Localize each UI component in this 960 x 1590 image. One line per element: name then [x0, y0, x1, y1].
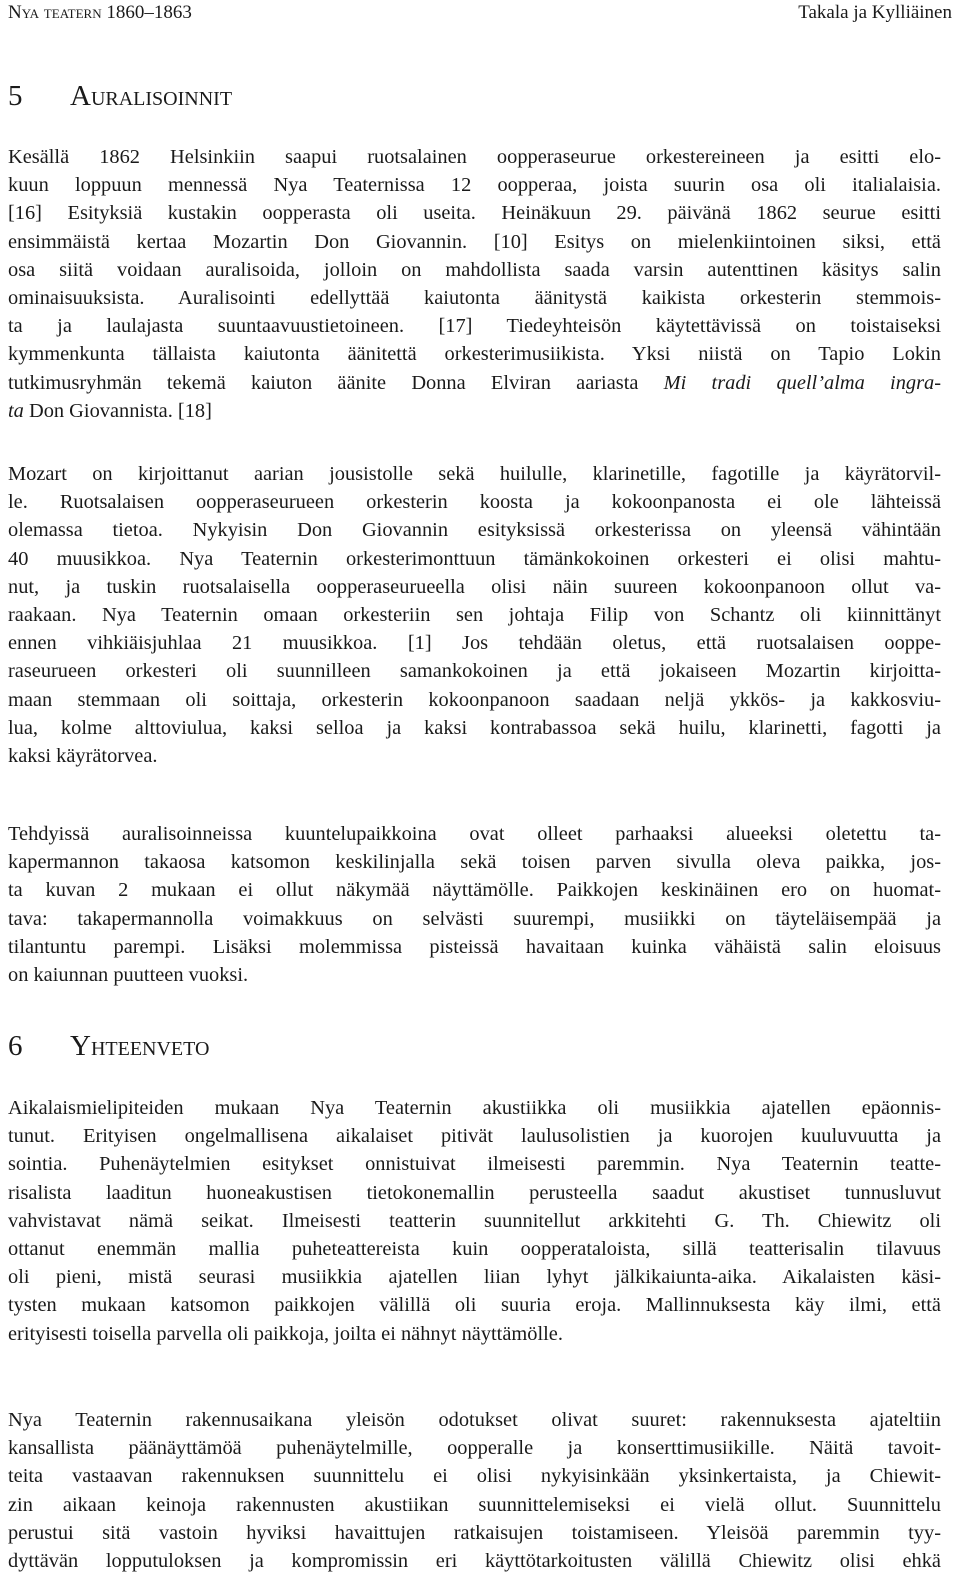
- text-segment: tutkimusryhmän tekemä kaiuton äänite Donna Elviran aariasta: [8, 371, 664, 394]
- text-line: raseurueen orkesteri oli suunnilleen samankokoinen ja että jokaiseen Mozartin kirjoitta-: [8, 660, 941, 683]
- text-line: teita vastaavan rakennuksen suunnittelu ei olisi nykyisinkään yksinkertaista, ja Chiewit-: [8, 1465, 941, 1488]
- text-line: [8, 397, 941, 425]
- text-line: dyttävän lopputuloksen ja kompromissin eri käyttötarkoitusten välillä Chiewitz olisi ehkä: [8, 1549, 941, 1572]
- text-line: [16] Esityksiä kustakin oopperasta oli useita. Heinäkuun 29. päivänä 1862 seurue esitti: [8, 202, 941, 225]
- section-5-paragraph-3: [8, 820, 941, 989]
- text-line: tunut. Erityisen ongelmallisena aikalaiset pitivät laulusolistien ja kuorojen kuuluvuutta ja: [8, 1125, 941, 1148]
- text-line: risalista laaditun huoneakustisen tietokonemallin perusteella saadut akustiset tunnusluvut: [8, 1181, 941, 1204]
- text-line: Tehdyissä auralisoinneissa kuuntelupaikkoina ovat olleet parhaaksi alueeksi oletettu ta-: [8, 823, 941, 845]
- text-line: ominaisuuksista. Auralisointi edellyttää kaiutonta äänitystä kaikista orkesterin stemmois-: [8, 286, 941, 309]
- text-line: kansallista päänäyttämöä puhenäytelmille, oopperalle ja konserttimusiikille. Näitä tavoit-: [8, 1437, 941, 1460]
- section-5-number: 5: [8, 80, 23, 112]
- text-line: tava: takapermannolla voimakkuus on selvästi suurempi, musiikki on täyteläisempää ja: [8, 907, 941, 930]
- text-line: Aikalaismielipiteiden mukaan Nya Teaternin akustiikka oli musiikkia ajatellen epäonnis-: [8, 1097, 941, 1119]
- text-line: raakaan. Nya Teaternin omaan orkesteriin sen johtaja Filip von Schantz oli kiinnittänyt: [8, 603, 941, 626]
- text-line: ennen vihkiäisjuhlaa 21 muusikkoa. [1] Jos tehdään oletus, että ruotsalaisen ooppe-: [8, 632, 941, 655]
- header-authors: Takala ja Kylliäinen: [798, 2, 952, 23]
- running-header: [8, 0, 952, 26]
- text-line: ta ja laulajasta suuntaavuustietoineen. [17] Tiedeyhteisön käytettävissä on toistaiseksi: [8, 315, 941, 338]
- text-line: Nya Teaternin rakennusaikana yleisön odotukset olivat suuret: rakennuksesta ajateltiin: [8, 1409, 941, 1431]
- text-line: 40 muusikkoa. Nya Teaternin orkesterimonttuun tämänkokoinen orkesteri ei olisi mahtu-: [8, 547, 941, 570]
- text-line: kymmenkunta tällaista kaiutonta äänitettä orkesterimusiikista. Yksi niistä on Tapio Lokin: [8, 343, 941, 366]
- section-6-title: Yhteenveto: [70, 1030, 210, 1062]
- aria-title-italic: Mi tradi quell’alma ingra-: [663, 371, 941, 394]
- text-line: sointia. Puhenäytelmien esitykset onnistuivat ilmeisesti paremmin. Nya Teaternin teatte-: [8, 1153, 941, 1176]
- text-line: kaksi käyrätorvea.: [8, 744, 158, 767]
- text-line: oli pieni, mistä seurasi musiikkia ajatellen liian lyhyt jälkikaiunta-aika. Aikalaisten käsi-: [8, 1266, 941, 1289]
- text-line: on kaiunnan puutteen vuoksi.: [8, 963, 249, 986]
- text-line: ottanut enemmän mallia puheteattereista kuin oopperataloista, sillä teatterisalin tilavuus: [8, 1237, 941, 1260]
- text-line: erityisesti toisella parvella oli paikkoja, joilta ei nähnyt näyttämölle.: [8, 1322, 563, 1345]
- section-6-number: 6: [8, 1030, 23, 1062]
- text-line: vahvistavat nämä seikat. Ilmeisesti teatterin suunnitellut arkkitehti G. Th. Chiewitz oli: [8, 1209, 941, 1232]
- section-5-paragraph-2: [8, 460, 941, 770]
- text-line: [8, 369, 941, 397]
- section-6-paragraph-2: [8, 1406, 941, 1575]
- header-title: Nya teatern 1860–1863: [8, 2, 192, 23]
- text-line: olemassa tietoa. Nykyisin Don Giovannin esityksissä orkesterissa on yleensä vähintään: [8, 519, 941, 542]
- text-line: ensimmäistä kertaa Mozartin Don Giovannin. [10] Esitys on mielenkiintoinen siksi, että: [8, 230, 941, 253]
- text-line: kapermannon takaosa katsomon keskilinjalla sekä toisen parven sivulla oleva paikka, jos-: [8, 851, 941, 874]
- text-line: perustui sitä vastoin hyviksi havaittujen ratkaisujen toistamiseen. Yleisöä paremmin tyy-: [8, 1521, 941, 1544]
- text-line: zin aikaan keinoja rakennusten akustiikan suunnittelemiseksi ei vielä ollut. Suunnittelu: [8, 1493, 941, 1516]
- text-line: le. Ruotsalaisen oopperaseurueen orkesterin koosta ja kokoonpanosta ei ole lähteissä: [8, 491, 941, 514]
- text-line: nut, ja tuskin ruotsalaisella oopperaseurueella olisi näin suureen kokoonpanoon ollut va-: [8, 575, 941, 598]
- section-5-paragraph-1: [8, 143, 941, 425]
- text-line: Kesällä 1862 Helsinkiin saapui ruotsalainen oopperaseurue orkestereineen ja esitti elo-: [8, 146, 941, 168]
- section-6-paragraph-1: [8, 1094, 941, 1348]
- aria-title-italic-end: ta: [8, 399, 24, 422]
- text-line: maan stemmaan oli soittaja, orkesterin kokoonpanoon saadaan neljä ykkös- ja kakkosviu-: [8, 688, 941, 711]
- text-line: tilantuntu parempi. Lisäksi molemmissa pisteissä havaitaan kuinka vähäistä salin eloisuus: [8, 935, 941, 958]
- text-line: tysten mukaan katsomon paikkojen välillä oli suuria eroja. Mallinnuksesta käy ilmi, että: [8, 1294, 941, 1317]
- text-line: ta kuvan 2 mukaan ei ollut näkymää näyttämölle. Paikkojen keskinäinen ero on huomat-: [8, 879, 941, 902]
- text-segment: Don Giovannista. [18]: [23, 399, 212, 422]
- text-line: lua, kolme alttoviulua, kaksi selloa ja kaksi kontrabassoa sekä huilu, klarinetti, fagotti ja: [8, 716, 941, 739]
- text-line: osa siitä voidaan auralisoida, jolloin on mahdollista saada varsin autenttinen käsitys salin: [8, 258, 941, 281]
- text-line: kuun loppuun mennessä Nya Teaternissa 12 oopperaa, joista suurin osa oli italialaisia.: [8, 174, 941, 197]
- section-5-heading: [8, 80, 232, 112]
- section-5-title: Auralisoinnit: [70, 80, 233, 112]
- text-line: Mozart on kirjoittanut aarian jousistolle sekä huilulle, klarinetille, fagotille ja käyrätorvil-: [8, 463, 941, 485]
- section-6-heading: [8, 1030, 209, 1062]
